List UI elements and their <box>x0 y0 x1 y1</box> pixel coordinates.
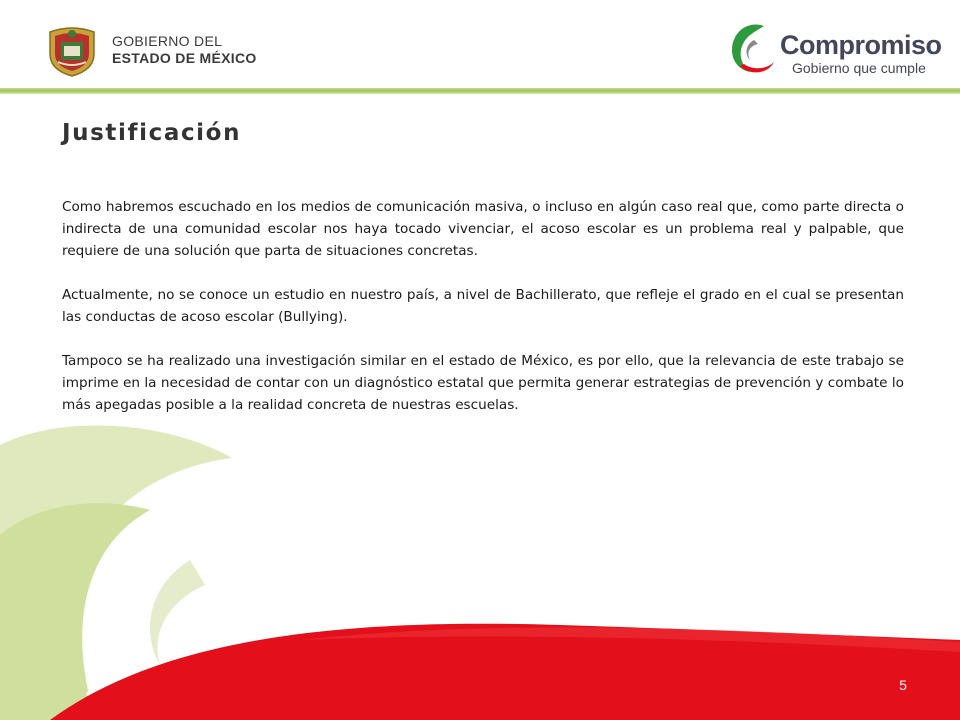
background-swirl-inner <box>150 560 205 665</box>
paragraph-3: Tampoco se ha realizado una investigación similar en el estado de México, es por ello, que la relevancia de este trabajo se imprime en la necesidad de contar con un diagnóstico estatal que permita generar estrategias de prevención y combate lo más apegadas posible a la realidad concreta de nuestras escuelas. <box>62 353 904 413</box>
page-title: Justificación <box>62 120 242 146</box>
compromiso-title: Compromiso <box>780 30 942 60</box>
state-coat-of-arms-icon <box>44 22 100 78</box>
compromiso-swirl-icon <box>726 18 776 78</box>
header-divider <box>0 88 960 94</box>
gov-logo-line1: GOBIERNO DEL <box>112 33 223 49</box>
gov-logo-line2: ESTADO DE MÉXICO <box>112 50 257 66</box>
compromiso-logo <box>726 18 942 78</box>
compromiso-subtitle: Gobierno que cumple <box>792 60 926 76</box>
gobierno-logo <box>44 22 257 78</box>
paragraph-1: Como habremos escuchado en los medios de comunicación masiva, o incluso en algún caso real que, como parte directa o indirecta de una comunidad escolar nos haya tocado vivenciar, el acoso escolar es un problema real y palpable, que requiere de una solución que parta de situaciones concretas. <box>62 199 904 259</box>
paragraph-2: Actualmente, no se conoce un estudio en nuestro país, a nivel de Bachillerato, que refleje el grado en el cual se presentan las conductas de acoso escolar (Bullying). <box>62 287 904 325</box>
body-text <box>62 196 904 438</box>
page-number: 5 <box>899 677 907 693</box>
